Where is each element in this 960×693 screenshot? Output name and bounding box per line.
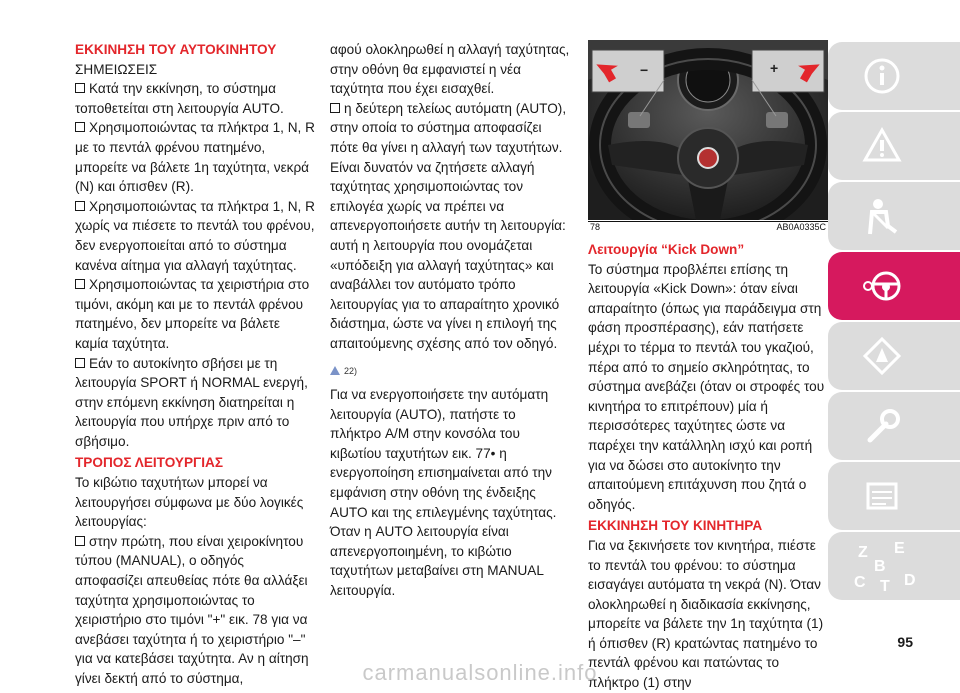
checkbox-bullet-icon bbox=[75, 201, 85, 211]
index-letter: D bbox=[904, 572, 916, 589]
tab-starting-driving[interactable] bbox=[828, 252, 960, 320]
paragraph: αφού ολοκληρωθεί η αλλαγή ταχύτητας, στην οθόνη θα εμφανιστεί η νέα ταχύτητα που έχει εισαχθεί. bbox=[330, 42, 570, 97]
column-1 bbox=[75, 40, 315, 689]
notes-heading: ΣΗΜΕΙΩΣΕΙΣ bbox=[75, 61, 158, 77]
watermark: carmanualsonline.info bbox=[362, 660, 598, 685]
index-letter: Z bbox=[858, 544, 868, 561]
checkbox-bullet-icon bbox=[75, 358, 85, 368]
tab-car-info[interactable] bbox=[828, 42, 960, 110]
note-reference[interactable]: 22) bbox=[330, 362, 570, 382]
figure-number: 78 bbox=[590, 222, 601, 232]
paddle-plus-label: + bbox=[770, 60, 779, 76]
bullet-item: Εάν το αυτοκίνητο σβήσει με τη λειτουργία SPORT ή NORMAL ενεργή, στην επόμενη εκκίνηση διατηρείται η λειτουργία που υπήρχε πριν από το σβήσιμο. bbox=[75, 355, 308, 449]
paragraph: Για να ξεκινήσετε τον κινητήρα, πιέστε το πεντάλ του φρένου: το σύστημα εισαγάγει αυτόματα τη νεκρά (N). Όταν ολοκληρωθεί η διαδικασία εκκίνησης, μπορείτε να βάλετε την 1η ταχύτητα (1) ή όπισθεν (R) κρατώντας πατημένο το πεντάλ φρένου και πατώντας το πλήκτρο (1) στην bbox=[588, 537, 824, 691]
figure-code: AB0A0335C bbox=[776, 222, 826, 232]
bullet-item: στην πρώτη, που είναι χειροκίνητου τύπου (MANUAL), ο οδηγός αποφασίζει απευθείας πότε θα αλλάξει ταχύτητα χρησιμοποιώντας το χειριστήριο στο τιμόνι "+" εικ. 78 για να ανεβάσει ταχύτητα ή το χειριστήριο "–" για να κατεβάσει ταχύτητα. Αν η αίτηση γίνει δεκτή από το σύστημα, bbox=[75, 533, 309, 686]
tab-index[interactable] bbox=[828, 532, 960, 600]
checkbox-bullet-icon bbox=[75, 536, 85, 546]
specs-icon bbox=[862, 476, 902, 516]
tab-safety[interactable] bbox=[828, 182, 960, 250]
bullet-item: Χρησιμοποιώντας τα χειριστήρια στο τιμόνι, ακόμη και με το πεντάλ φρένου πατημένο, δεν μπορείτε να βάλετε καμία ταχύτητα. bbox=[75, 277, 310, 351]
warning-light-icon bbox=[862, 126, 902, 166]
tab-emergency[interactable] bbox=[828, 322, 960, 390]
tab-technical-data[interactable] bbox=[828, 462, 960, 530]
page-number: 95 bbox=[897, 634, 913, 650]
paragraph: Το σύστημα προβλέπει επίσης τη λειτουργία «Kick Down»: όταν είναι απαραίτητο (όπως για παράδειγμα στη φάση προσπέρασης), εάν πατήσετε μέχρι το τέρμα το πεντάλ του γκαζιού, πέρα από το σημείο σκληρότητας, το σύστημα ανεβάζει (όταν οι στροφές του κινητήρα το επιτρέπουν) μία ή περισσότερες ταχύτητες ώστε να παρέχει την κατάλληλη ισχύ και ροπή για να δώσει στο αυτοκίνητο την απαιτούμενη επιτάχυνση που ζητά ο οδηγός. bbox=[588, 261, 825, 512]
road-emergency-icon bbox=[862, 336, 902, 376]
checkbox-bullet-icon bbox=[75, 122, 85, 132]
tab-maintenance[interactable] bbox=[828, 392, 960, 460]
index-letter: C bbox=[854, 574, 866, 591]
steering-wheel-figure bbox=[588, 40, 828, 220]
section-title-kick-down: Λειτουργία “Kick Down” bbox=[588, 242, 745, 257]
bullet-item: Κατά την εκκίνηση, το σύστημα τοποθετείται στη λειτουργία AUTO. bbox=[75, 81, 284, 116]
wrench-icon bbox=[862, 406, 902, 446]
section-title-engine-starting: ΕΚΚΙΝΗΣΗ ΤΟΥ ΚΙΝΗΤΗΡΑ bbox=[588, 518, 763, 534]
paragraph: Για να ενεργοποιήσετε την αυτόματη λειτουργία (AUTO), πατήστε το πλήκτρο A/M στην κονσόλα του κιβωτίου ταχυτήτων εικ. 77• η ενεργοποίηση επισημαίνεται από την εμφάνιση στην οθόνη της ένδειξης AUTO και της επιλεγμένης ταχύτητας. Όταν η AUTO λειτουργία είναι απενεργοποιημένη, το κιβώτιο ταχυτήτων μεταβαίνει στη MANUAL λειτουργία. bbox=[330, 387, 557, 599]
steering-wheel-illustration bbox=[588, 40, 828, 220]
column-2 bbox=[330, 40, 570, 601]
paragraph: Το κιβώτιο ταχυτήτων μπορεί να λειτουργήσει σύμφωνα με δύο λογικές λειτουργίας: bbox=[75, 475, 304, 530]
tab-warning-lights[interactable] bbox=[828, 112, 960, 180]
bullet-item: Χρησιμοποιώντας τα πλήκτρα 1, N, R με το πεντάλ φρένου πατημένο, μπορείτε να βάλετε 1η ταχύτητα, νεκρά (N) και όπισθεν (R). bbox=[75, 120, 315, 195]
checkbox-bullet-icon bbox=[75, 83, 85, 93]
checkbox-bullet-icon bbox=[330, 103, 340, 113]
index-letter: B bbox=[874, 558, 886, 575]
section-title-engine-start: ΕΚΚΙΝΗΣΗ ΤΟΥ ΑΥΤΟΚΙΝΗΤΟΥ bbox=[75, 42, 277, 57]
checkbox-bullet-icon bbox=[75, 279, 85, 289]
index-letter: E bbox=[894, 540, 905, 557]
paddle-minus-label: − bbox=[640, 62, 649, 78]
column-3 bbox=[588, 240, 828, 693]
section-title-operating-mode: ΤΡΟΠΟΣ ΛΕΙΤΟΥΡΓΙΑΣ bbox=[75, 455, 223, 471]
warning-triangle-icon bbox=[330, 366, 340, 375]
key-steering-wheel-icon bbox=[862, 266, 902, 306]
seatbelt-safety-icon bbox=[862, 196, 902, 236]
bullet-item: Χρησιμοποιώντας τα πλήκτρα 1, N, R χωρίς να πιέσετε το πεντάλ του φρένου, δεν ενεργοποιείται από το σύστημα κανένα αίτημα για αλλαγή ταχύτητας. bbox=[75, 198, 315, 273]
chapter-sidebar bbox=[828, 40, 960, 620]
car-info-icon bbox=[862, 56, 902, 96]
bullet-item: η δεύτερη τελείως αυτόματη (AUTO), στην οποία το σύστημα αποφασίζει πότε θα γίνει η αλλαγή των ταχυτήτων. Είναι δυνατόν να ζητήσετε αλλαγή ταχύτητας χρησιμοποιώντας τον επιλογέα χωρίς να πρέπει να απενεργοποιήσετε αυτήν τη λειτουργία: αυτή η λειτουργία που ονομάζεται «υπόδειξη για αλλαγή ταχύτητας» και αναβάλλει τον αυτόματο τρόπο λειτουργίας για το απαραίτητο χρονικό διάστημα, ώστε να γίνει η επιλογή της απαιτούμενης σχέσης από τον οδηγό. bbox=[330, 100, 567, 351]
index-letter: T bbox=[880, 578, 890, 595]
